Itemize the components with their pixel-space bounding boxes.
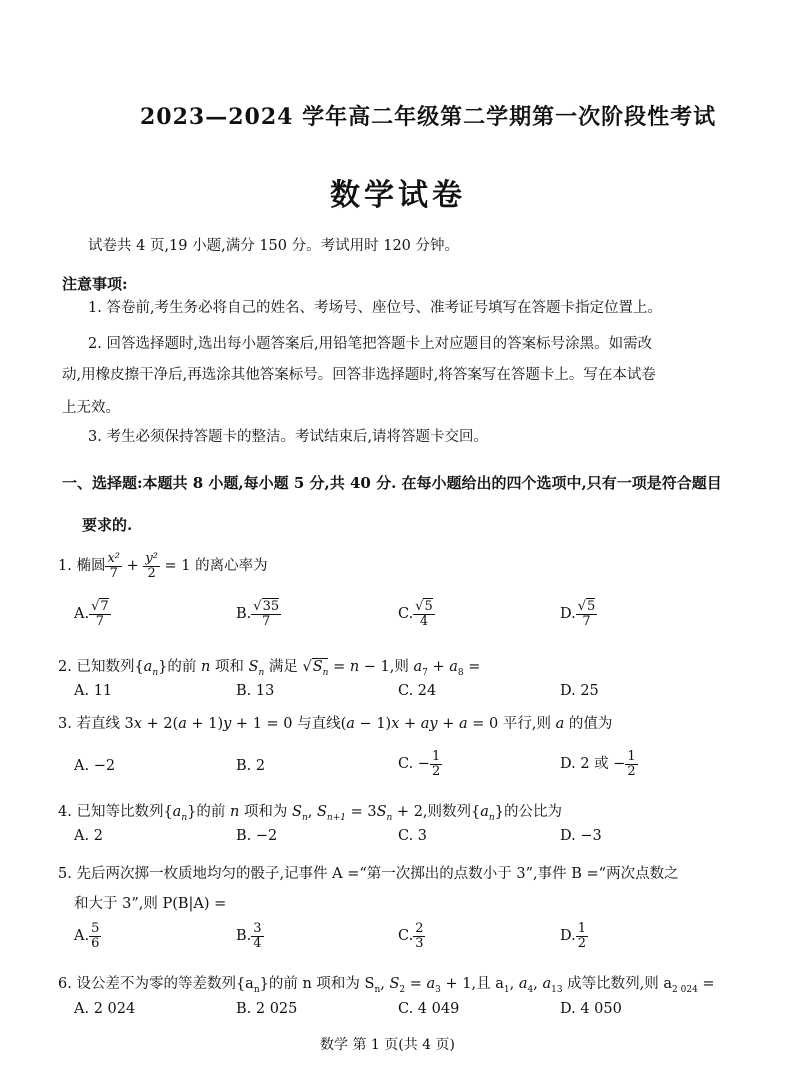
q1-option-d: D. $\frac{√5}{7}$ — [560, 599, 596, 629]
q4-option-b: B. −2 — [236, 828, 278, 844]
question-6: 6. 设公差不为零的等差数列$\{a_n\}$的前 n 项和为 $S_n$, $S_2 = a_3 + 1$,且 $a_1$, $a_4$, $a_{13}$ 成等比数列,则 $a_{2 024}$ = — [58, 976, 715, 995]
q1-option-c: C. $\frac{√5}{4}$ — [398, 599, 433, 629]
question-4: 4. 已知等比数列$\{a_n\}$的前 n 项和为 $S_n$, $S_{n+1} = 3S_n + 2$,则数列$\{a_n\}$的公比为 — [58, 804, 562, 823]
q6-option-c: C. 4 049 — [398, 1001, 460, 1017]
exam-info: 试卷共 4 页,19 小题,满分 150 分。考试用时 120 分钟。 — [88, 238, 460, 254]
q4-option-a: A. 2 — [74, 828, 103, 844]
q3-option-b: B. 2 — [236, 758, 266, 774]
q5-option-a: A. $\frac{5}{6}$ — [74, 921, 100, 951]
q2-option-c: C. 24 — [398, 683, 437, 699]
subject-title: 数学试卷 — [330, 178, 466, 213]
q4-option-c: C. 3 — [398, 828, 428, 844]
q2-option-b: B. 13 — [236, 683, 275, 699]
section-heading: 一、选择题:本题共 8 小题,每小题 5 分,共 40 分. 在每小题给出的四个选项中,只有一项是符合题目 — [62, 474, 722, 492]
q1-option-b: B. $\frac{√35}{7}$ — [236, 599, 280, 629]
q5-option-c: C. $\frac{2}{3}$ — [398, 921, 424, 951]
page-title: 2023—2024 学年高二年级第二学期第一次阶段性考试 — [140, 104, 717, 130]
q2-option-d: D. 25 — [560, 683, 599, 699]
q6-option-d: D. 4 050 — [560, 1001, 622, 1017]
q5-option-b: B. $\frac{3}{4}$ — [236, 921, 262, 951]
question-3: 3. 若直线 3x + 2(a + 1)y + 1 = 0 与直线(a − 1)x + ay + a = 0 平行,则 a 的值为 — [58, 716, 613, 732]
note-1: 1. 答卷前,考生务必将自己的姓名、考场号、座位号、准考证号填写在答题卡指定位置上。 — [88, 300, 663, 316]
q5-option-d: D. $\frac{1}{2}$ — [560, 921, 586, 951]
q3-option-d: D. 2 或 − $\frac{1}{2}$ — [560, 749, 636, 779]
q1-option-a: A. $\frac{√7}{7}$ — [74, 599, 109, 629]
q3-option-c: C. − $\frac{1}{2}$ — [398, 749, 441, 779]
q6-option-a: A. 2 024 — [74, 1001, 136, 1017]
note-2b: 动,用橡皮擦干净后,再选涂其他答案标号。回答非选择题时,将答案写在答题卡上。写在本试卷 — [62, 367, 656, 383]
note-2a: 2. 回答选择题时,选出每小题答案后,用铅笔把答题卡上对应题目的答案标号涂黑。如需改 — [88, 336, 653, 352]
notes-heading: 注意事项: — [62, 275, 128, 293]
note-3: 3. 考生必须保持答题卡的整洁。考试结束后,请将答题卡交回。 — [88, 429, 489, 445]
q3-option-a: A. −2 — [74, 758, 116, 774]
note-2c: 上无效。 — [62, 400, 120, 416]
question-2: 2. 已知数列$\{a_n\}$的前 n 项和 $S_n$ 满足 $√S_n = n - 1$,则 $a_7 + a_8$ = — [58, 659, 481, 678]
q6-option-b: B. 2 025 — [236, 1001, 298, 1017]
question-5-line-2: 和大于 3”,则 P(B|A) = — [74, 896, 227, 912]
question-1: 1. 椭圆 $\frac{\text{x²}}{7}$ + $\frac{\text{y²}}{2}$ = 1 的离心率为 — [58, 551, 268, 581]
q4-option-d: D. −3 — [560, 828, 602, 844]
question-5-line-1: 5. 先后两次掷一枚质地均匀的骰子,记事件 A =“第一次掷出的点数小于 3”,事件 B =“两次点数之 — [58, 866, 679, 882]
q2-option-a: A. 11 — [74, 683, 113, 699]
section-heading-cont: 要求的. — [82, 516, 133, 534]
page-footer: 数学 第 1 页(共 4 页) — [320, 1037, 455, 1053]
